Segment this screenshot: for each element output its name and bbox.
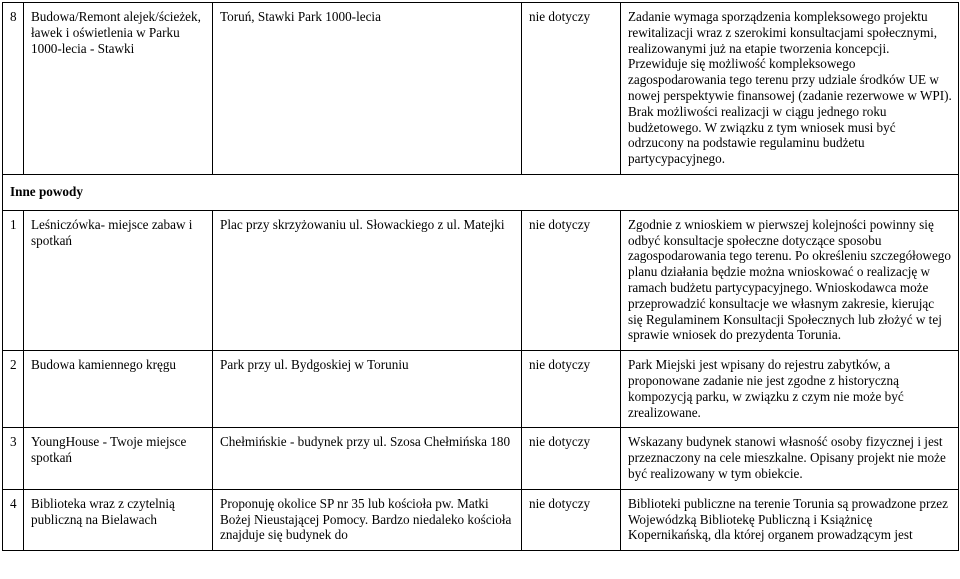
table-row	[3, 210, 959, 350]
row-number: 8	[3, 3, 24, 175]
proposals-table	[2, 2, 959, 551]
table-row	[3, 489, 959, 550]
project-name: Leśniczówka- miejsce zabaw i spotkań	[24, 210, 213, 350]
project-justification: Zadanie wymaga sporządzenia kompleksowego projektu rewitalizacji wraz z szerokimi konsultacjami społecznymi, realizowanymi już na etapie tworzenia koncepcji. Przewiduje się możliwość kompleksowego zagospodarowania tego terenu przy udziale środków UE w nowej perspektywie finansowej (zadanie rezerwowe w WPI). Brak możliwości realizacji w ciągu jednego roku budżetowego. W związku z tym wniosek musi być odrzucony na podstawie regulaminu budżetu partycypacyjnego.	[621, 3, 959, 175]
project-justification: Zgodnie z wnioskiem w pierwszej kolejności powinny się odbyć konsultacje społeczne dotyczące sposobu zagospodarowania tego terenu. Po określeniu szczegółowego planu działania będzie można wnioskować o realizację w ramach budżetu partycypacyjnego. Wnioskodawca może przeprowadzić konsultacje we własnym zakresie, kierując się Regulaminem Konsultacji Społecznych lub złożyć w tej sprawie wniosek do prezydenta Torunia.	[621, 210, 959, 350]
section-header-row	[3, 174, 959, 210]
project-status: nie dotyczy	[522, 351, 621, 428]
project-location: Plac przy skrzyżowaniu ul. Słowackiego z ul. Matejki	[213, 210, 522, 350]
row-number: 1	[3, 210, 24, 350]
project-location: Chełmińskie - budynek przy ul. Szosa Chełmińska 180	[213, 428, 522, 489]
project-status: nie dotyczy	[522, 210, 621, 350]
row-number: 2	[3, 351, 24, 428]
table-row	[3, 351, 959, 428]
project-justification: Biblioteki publiczne na terenie Torunia są prowadzone przez Wojewódzką Bibliotekę Publiczną i Książnicę Kopernikańską, dla której organem prowadzącym jest	[621, 489, 959, 550]
project-location: Park przy ul. Bydgoskiej w Toruniu	[213, 351, 522, 428]
project-justification: Park Miejski jest wpisany do rejestru zabytków, a proponowane zadanie nie jest zgodne z historyczną kompozycją parku, w związku z czym nie może być zrealizowane.	[621, 351, 959, 428]
project-name: YoungHouse - Twoje miejsce spotkań	[24, 428, 213, 489]
project-location: Proponuję okolice SP nr 35 lub kościoła pw. Matki Bożej Nieustającej Pomocy. Bardzo niedaleko kościoła znajduje się budynek do	[213, 489, 522, 550]
project-name: Budowa/Remont alejek/ścieżek, ławek i oświetlenia w Parku 1000-lecia - Stawki	[24, 3, 213, 175]
project-name: Budowa kamiennego kręgu	[24, 351, 213, 428]
project-name: Biblioteka wraz z czytelnią publiczną na Bielawach	[24, 489, 213, 550]
project-location: Toruń, Stawki Park 1000-lecia	[213, 3, 522, 175]
table-row	[3, 428, 959, 489]
project-status: nie dotyczy	[522, 428, 621, 489]
section-title: Inne powody	[3, 174, 959, 210]
project-status: nie dotyczy	[522, 3, 621, 175]
row-number: 3	[3, 428, 24, 489]
project-status: nie dotyczy	[522, 489, 621, 550]
table-row	[3, 3, 959, 175]
row-number: 4	[3, 489, 24, 550]
project-justification: Wskazany budynek stanowi własność osoby fizycznej i jest przeznaczony na cele mieszkalne. Opisany projekt nie może być realizowany w tym obiekcie.	[621, 428, 959, 489]
